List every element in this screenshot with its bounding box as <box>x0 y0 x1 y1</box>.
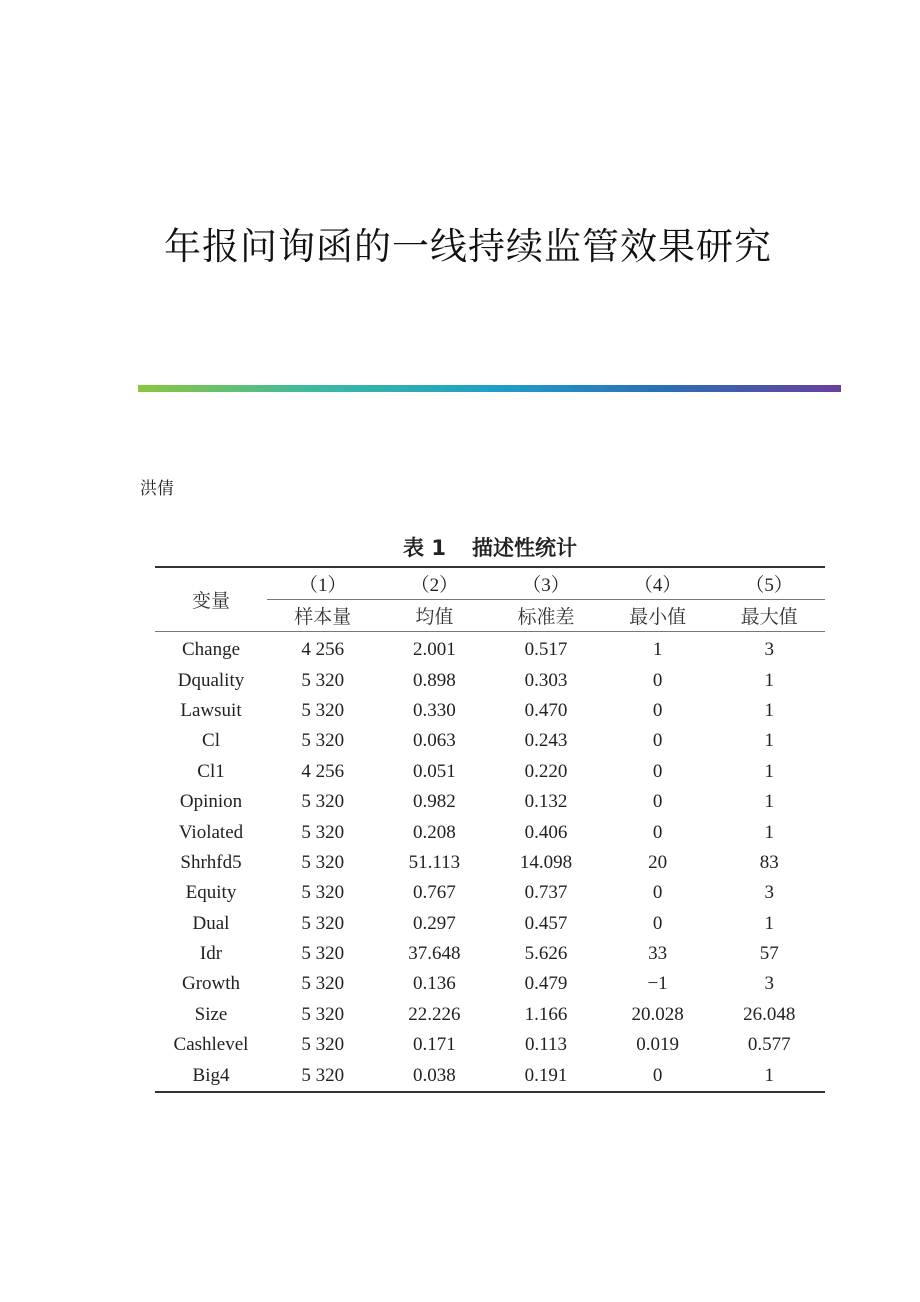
std-dev-cell: 0.113 <box>524 1034 567 1056</box>
min-cell: 0 <box>652 821 663 843</box>
column-label-header: 样本量 <box>267 600 379 632</box>
mean-cell: 0.038 <box>413 1064 456 1086</box>
variable-name-cell: Cl <box>202 730 220 752</box>
variable-name-cell: Dual <box>192 912 230 934</box>
sample-size-cell: 5 320 <box>301 669 345 691</box>
variable-name-cell: Cashlevel <box>173 1034 249 1056</box>
std-dev-cell: 0.737 <box>524 882 568 904</box>
std-dev-cell: 0.517 <box>524 639 568 661</box>
std-dev-cell: 0.303 <box>524 669 568 691</box>
table-row <box>155 632 825 666</box>
sample-size-cell: 4 256 <box>301 760 345 782</box>
max-cell: 26.048 <box>743 1003 796 1025</box>
min-cell: 20.028 <box>631 1003 684 1025</box>
mean-cell: 0.051 <box>413 760 456 782</box>
std-dev-cell: 0.457 <box>524 912 568 934</box>
mean-cell: 2.001 <box>413 639 456 661</box>
table-row <box>155 787 825 817</box>
min-cell: 0 <box>652 669 663 691</box>
variable-name-cell: Shrhfd5 <box>180 851 242 873</box>
table-row <box>155 909 825 939</box>
table-row <box>155 969 825 999</box>
mean-cell: 0.330 <box>413 699 456 721</box>
sample-size-cell: 5 320 <box>301 821 345 843</box>
max-cell: 1 <box>764 912 774 934</box>
max-cell: 3 <box>764 973 774 995</box>
mean-cell: 51.113 <box>408 851 461 873</box>
variable-name-cell: Equity <box>185 882 237 904</box>
table-caption <box>155 532 825 562</box>
max-cell: 1 <box>764 760 774 782</box>
column-label-header: 最大值 <box>713 600 825 632</box>
std-dev-cell: 0.243 <box>524 730 568 752</box>
variable-name-cell: Size <box>194 1003 228 1025</box>
sample-size-cell: 5 320 <box>301 1034 345 1056</box>
min-cell: 1 <box>652 639 663 661</box>
sample-size-cell: 5 320 <box>301 730 345 752</box>
std-dev-cell: 5.626 <box>524 943 568 965</box>
descriptive-statistics-table <box>155 566 825 1093</box>
column-label-header: 最小值 <box>602 600 714 632</box>
mean-cell: 0.767 <box>413 882 456 904</box>
std-dev-cell: 0.191 <box>524 1064 568 1086</box>
table-row <box>155 665 825 695</box>
max-cell: 0.577 <box>747 1034 791 1056</box>
std-dev-cell: 0.470 <box>524 699 568 721</box>
max-cell: 1 <box>764 791 774 813</box>
table-row <box>155 939 825 969</box>
mean-cell: 0.171 <box>413 1034 456 1056</box>
sample-size-cell: 5 320 <box>301 699 345 721</box>
column-number-header: （2） <box>410 575 459 596</box>
variable-name-cell: Violated <box>178 821 244 843</box>
table-row <box>155 817 825 847</box>
std-dev-cell: 0.220 <box>524 760 568 782</box>
table-row <box>155 696 825 726</box>
sample-size-cell: 5 320 <box>301 851 345 873</box>
column-number-header: （1） <box>299 575 347 596</box>
variable-name-cell: Change <box>181 639 241 661</box>
sample-size-cell: 5 320 <box>301 912 345 934</box>
min-cell: 0 <box>652 791 663 813</box>
column-number-header: （4） <box>633 575 682 596</box>
variable-name-cell: Cl1 <box>197 760 225 782</box>
max-cell: 1 <box>764 730 774 752</box>
std-dev-cell: 0.406 <box>524 821 568 843</box>
sample-size-cell: 5 320 <box>301 1003 345 1025</box>
mean-cell: 22.226 <box>408 1003 461 1025</box>
min-cell: 20 <box>648 851 668 873</box>
sample-size-cell: 5 320 <box>301 973 345 995</box>
variable-name-cell: Dquality <box>177 669 245 691</box>
variable-name-cell: Idr <box>199 943 223 965</box>
mean-cell: 37.648 <box>408 943 461 965</box>
sample-size-cell: 5 320 <box>301 882 345 904</box>
sample-size-cell: 5 320 <box>301 1064 345 1086</box>
min-cell: 0.019 <box>636 1034 679 1056</box>
table-row <box>155 1060 825 1091</box>
mean-cell: 0.063 <box>413 730 456 752</box>
min-cell: 0 <box>652 882 663 904</box>
mean-cell: 0.297 <box>413 912 456 934</box>
max-cell: 1 <box>764 1064 774 1086</box>
sample-size-cell: 4 256 <box>301 639 345 661</box>
max-cell: 83 <box>759 851 779 873</box>
variable-name-cell: Lawsuit <box>180 699 242 721</box>
table-row <box>155 757 825 787</box>
min-cell: 0 <box>652 699 663 721</box>
max-cell: 57 <box>759 943 779 965</box>
std-dev-cell: 0.479 <box>524 973 568 995</box>
document-title: 年报问询函的一线持续监管效果研究 <box>164 225 772 268</box>
column-number-header: （5） <box>745 575 793 596</box>
column-number-header: （3） <box>522 575 570 596</box>
table-body <box>155 632 825 1092</box>
std-dev-cell: 0.132 <box>524 791 568 813</box>
min-cell: 0 <box>652 1064 663 1086</box>
max-cell: 1 <box>764 821 774 843</box>
variable-name-cell: Opinion <box>179 791 243 813</box>
table-row <box>155 848 825 878</box>
min-cell: 0 <box>652 760 663 782</box>
max-cell: 3 <box>764 882 774 904</box>
table-row <box>155 1030 825 1060</box>
mean-cell: 0.208 <box>413 821 456 843</box>
max-cell: 3 <box>764 639 774 661</box>
min-cell: 33 <box>648 943 668 965</box>
max-cell: 1 <box>764 669 774 691</box>
variable-header: 变量 <box>155 567 267 632</box>
max-cell: 1 <box>764 699 774 721</box>
std-dev-cell: 1.166 <box>524 1003 568 1025</box>
gradient-divider <box>138 385 841 392</box>
mean-cell: 0.982 <box>413 791 456 813</box>
table-caption-title: 描述性统计 <box>471 536 577 560</box>
min-cell: 0 <box>652 912 663 934</box>
mean-cell: 0.136 <box>413 973 456 995</box>
min-cell: −1 <box>647 973 668 995</box>
sample-size-cell: 5 320 <box>301 943 345 965</box>
author-name: 洪倩 <box>140 479 174 499</box>
min-cell: 0 <box>652 730 663 752</box>
sample-size-cell: 5 320 <box>301 791 345 813</box>
std-dev-cell: 14.098 <box>519 851 573 873</box>
variable-name-cell: Growth <box>181 973 241 995</box>
column-label-header: 均值 <box>379 600 491 632</box>
table-row <box>155 726 825 756</box>
table-row <box>155 1000 825 1030</box>
mean-cell: 0.898 <box>413 669 456 691</box>
table-caption-number: 表 1 <box>403 536 446 560</box>
table-row <box>155 878 825 908</box>
variable-name-cell: Big4 <box>192 1064 230 1086</box>
column-label-header: 标准差 <box>490 600 602 632</box>
